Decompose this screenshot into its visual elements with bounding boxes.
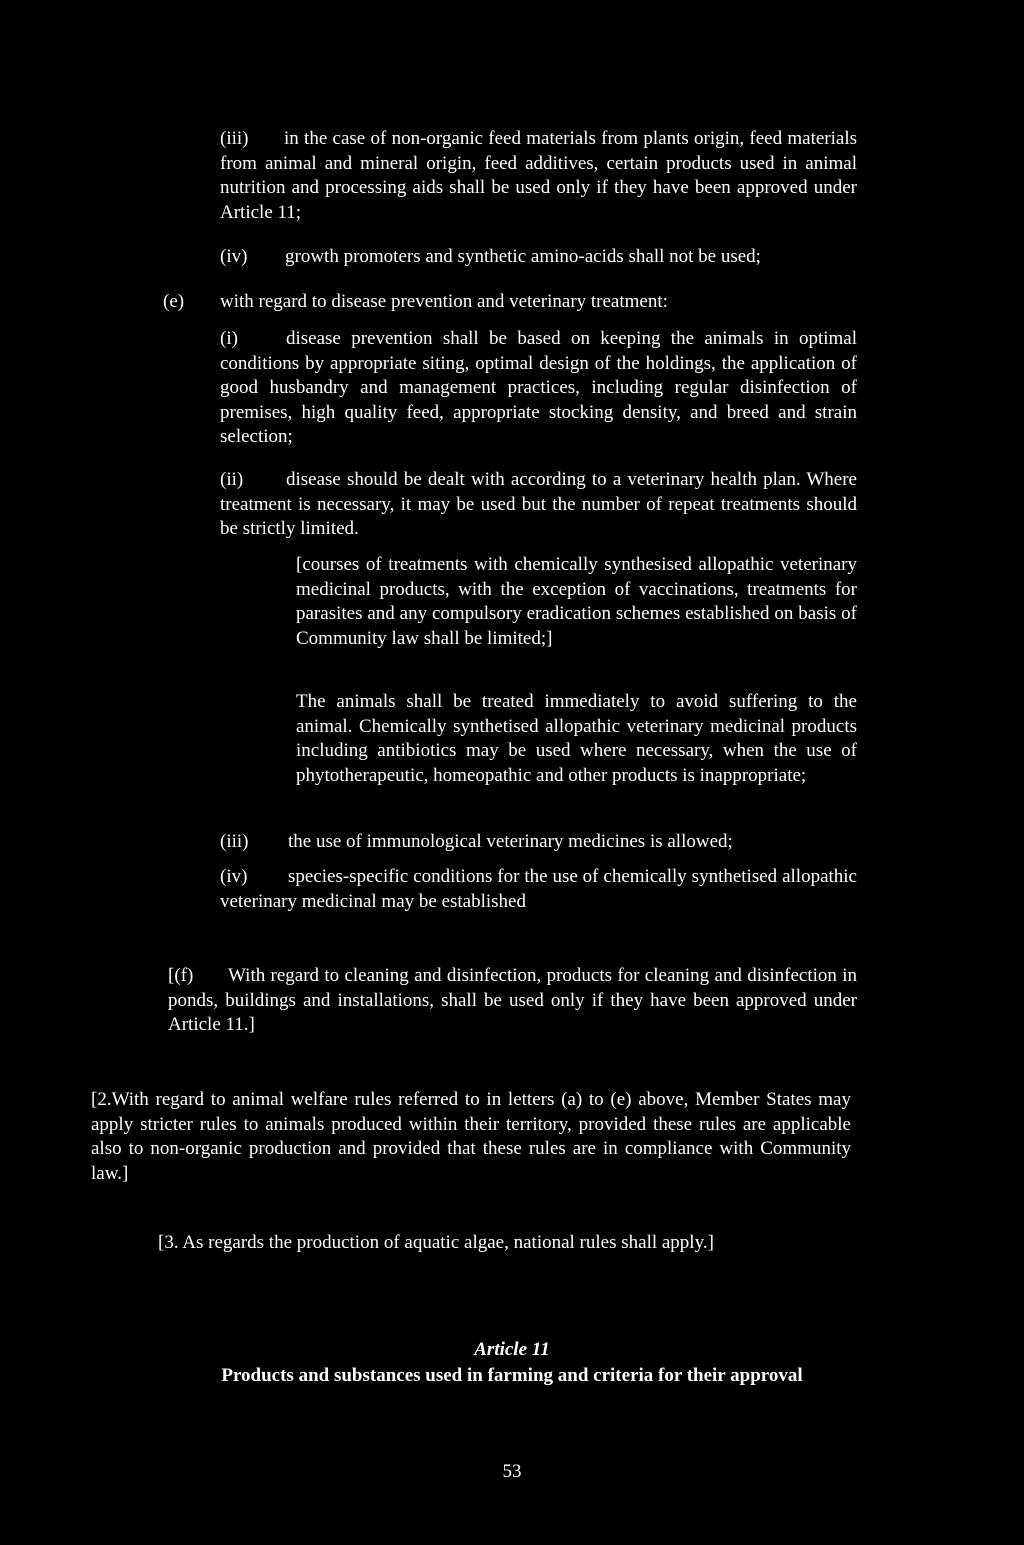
clause-f-label: [(f): [168, 965, 194, 986]
clause-e-i-label: (i): [220, 328, 238, 349]
article-number: Article 11: [474, 1339, 550, 1360]
clause-c-iii-text: in the case of non-organic feed materials from plants origin, feed materials from animal and mineral origin, feed additives, certain products used in animal nutrition and processing aids shall be used only if they have been approved under Article 11;: [220, 128, 857, 223]
page-number: 53: [502, 1461, 522, 1482]
clause-e-text: with regard to disease prevention and veterinary treatment:: [220, 291, 668, 312]
clause-e-ii-bracketed: [courses of treatments with chemically synthesised allopathic veterinary medicinal products, with the exception of vaccinations, treatments for parasites and any compulsory eradication schemes established on basis of Community law shall be limited;]: [296, 554, 857, 649]
clause-e-iii-text: the use of immunological veterinary medicines is allowed;: [288, 831, 733, 852]
paragraph-2: [2.With regard to animal welfare rules referred to in letters (a) to (e) above, Member States may apply stricter rules to animals produced within their territory, provided these rules are applicable also to non-organic production and provided that these rules are in compliance with Community law.]: [91, 1089, 851, 1184]
clause-c-iv-label: (iv): [220, 246, 248, 267]
clause-e-i: [220, 327, 857, 450]
clause-c-iii: [220, 127, 857, 225]
clause-c-iii-label: (iii): [220, 128, 249, 149]
clause-e-ii: [220, 468, 857, 542]
clause-c-iv-text: growth promoters and synthetic amino-acids shall not be used;: [285, 246, 761, 267]
article-title: Products and substances used in farming and criteria for their approval: [221, 1365, 803, 1386]
clause-e-iv: [220, 865, 857, 914]
clause-e-ii-animals: The animals shall be treated immediately to avoid suffering to the animal. Chemically synthetised allopathic veterinary medicinal products including antibiotics may be used where necessary, when the use of phytotherapeutic, homeopathic and other products is inappropriate;: [296, 691, 857, 786]
clause-e-iii: [220, 830, 860, 855]
clause-e-iv-label: (iv): [220, 866, 248, 887]
clause-c-iv: [220, 245, 860, 270]
clause-e-ii-label: (ii): [220, 469, 244, 490]
clause-f: [168, 964, 857, 1038]
clause-e-ii-text: disease should be dealt with according to a veterinary health plan. Where treatment is necessary, it may be used but the number of repeat treatments should be strictly limited.: [220, 469, 857, 540]
clause-e-i-text: disease prevention shall be based on keeping the animals in optimal conditions by appropriate siting, optimal design of the holdings, the application of good husbandry and management practices, including regular disinfection of premises, high quality feed, appropriate stocking density, and breed and strain selection;: [220, 328, 857, 448]
clause-f-text: With regard to cleaning and disinfection, products for cleaning and disinfection in ponds, buildings and installations, shall be used only if they have been approved under Article 11.]: [168, 965, 857, 1036]
clause-e-label: (e): [163, 291, 185, 312]
clause-e-iii-label: (iii): [220, 831, 249, 852]
paragraph-3: [3. As regards the production of aquatic algae, national rules shall apply.]: [158, 1232, 714, 1253]
clause-e-iv-text: species-specific conditions for the use of chemically synthetised allopathic veterinary medicinal may be established: [220, 866, 857, 912]
